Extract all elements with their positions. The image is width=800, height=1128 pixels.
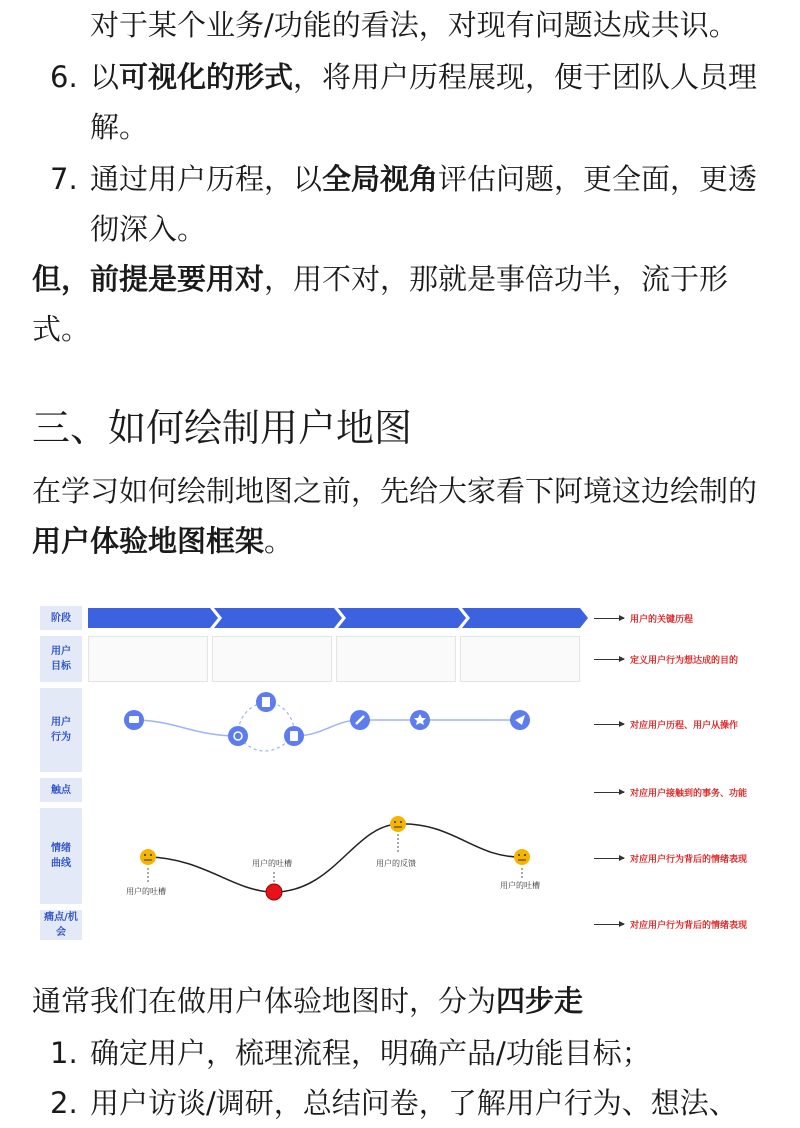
journey-map-svg [34, 596, 594, 942]
row-note: 对应用户行为背后的情绪表现 [594, 918, 747, 931]
section-paragraph: 在学习如何绘制地图之前，先给大家看下阿境这边绘制的用户体验地图框架。 [32, 474, 758, 558]
row-label-pain: 痛点/机 会 [40, 910, 82, 940]
list-item-text: 用户访谈/调研，总结问卷，了解用户行为、想法、 [90, 1086, 738, 1120]
list-number: 6. [50, 60, 78, 94]
low-point-marker [266, 884, 282, 900]
document-icon [262, 697, 270, 707]
list-item-text: 以可视化的形式，将用户历程展现，便于团队人员理解。 [90, 60, 758, 144]
flow-line [134, 720, 238, 736]
emotion-label: 用户的吐槽 [252, 859, 292, 868]
row-label-touchpoint: 触点 [40, 778, 82, 802]
row-label-stage: 阶段 [40, 606, 82, 630]
list-item-text: 确定用户，梳理流程，明确产品/功能目标； [90, 1036, 651, 1070]
list-item [50, 1028, 770, 1078]
list-number: 2. [50, 1086, 78, 1120]
row-note: 对应用户行为背后的情绪表现 [594, 852, 747, 865]
emotion-curve [148, 824, 522, 892]
neutral-face-icon [514, 849, 530, 865]
list-item [50, 154, 770, 254]
section-heading: 三、如何绘制用户地图 [32, 406, 413, 450]
row-note: 对应用户历程、用户从操作 [594, 718, 738, 731]
emotion-label: 用户的反馈 [376, 859, 416, 868]
list-item [50, 1078, 770, 1128]
premise-paragraph: 但，前提是要用对，用不对，那就是事倍功半，流于形式。 [32, 262, 729, 346]
steps-intro: 通常我们在做用户体验地图时，分为四步走 [32, 984, 584, 1018]
stage-chevron [338, 608, 466, 628]
stage-chevron [462, 608, 588, 628]
neutral-face-icon [390, 816, 406, 832]
row-note: 用户的关键历程 [594, 612, 693, 625]
stage-chevron [88, 608, 218, 628]
list-item-text: 对于某个业务/功能的看法，对现有问题达成共识。 [90, 8, 738, 42]
search-icon [228, 726, 248, 746]
list-number: 7. [50, 162, 78, 196]
stage-chevron [214, 608, 342, 628]
tool-icon [290, 731, 298, 741]
emotion-label: 用户的吐槽 [126, 887, 166, 896]
list-item-text: 通过用户历程，以全局视角评估问题，更全面，更透彻深入。 [90, 162, 758, 246]
row-label-behavior: 用户 行为 [40, 688, 82, 772]
list-item [50, 52, 770, 152]
neutral-face-icon [140, 849, 156, 865]
row-note: 对应用户接触到的事务、功能 [594, 786, 747, 799]
message-icon [129, 716, 139, 723]
journey-map-figure [34, 596, 774, 942]
emotion-label: 用户的吐槽 [500, 881, 540, 890]
list-number: 1. [50, 1036, 78, 1070]
row-label-goal: 用户 目标 [40, 636, 82, 682]
list-item-continuation [50, 0, 770, 50]
row-label-emotion: 情绪 曲线 [40, 808, 82, 904]
row-note: 定义用户行为想达成的目的 [594, 653, 738, 666]
flow-line [294, 720, 520, 736]
